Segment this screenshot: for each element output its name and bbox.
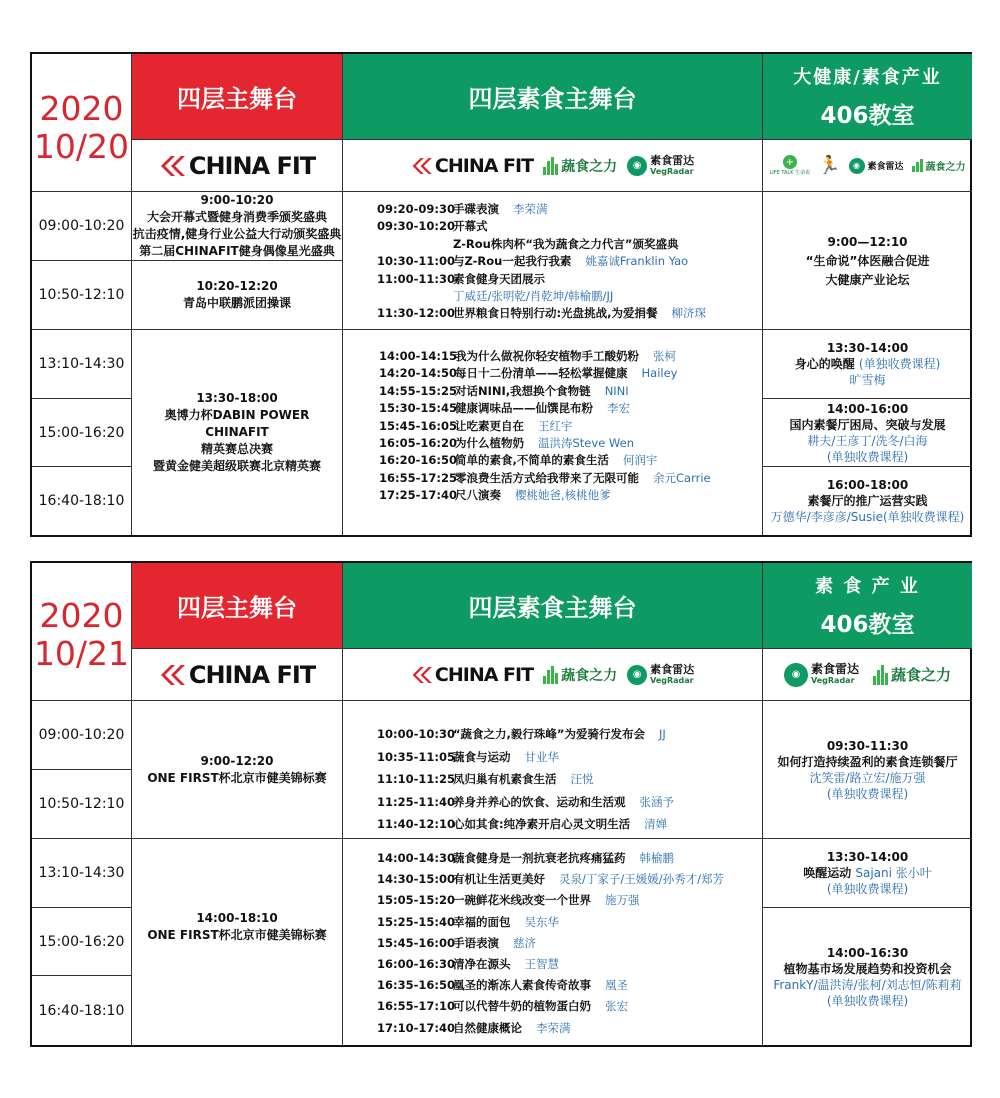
room-session: 09:30-11:30 如何打造持续盈利的素食连锁餐厅 沈笑雷/路立宏/施万强 (单独收费课程) [763,701,972,839]
program-row: 10:35-11:05 蔬食与运动 甘业华 [377,749,559,764]
veg-am-program [343,701,763,839]
runner-icon: 🏃 [818,155,841,176]
program-row: 14:00-14:15 我为什么做祝你轻安植物手工酸奶粉 张柯 [379,349,676,363]
leaf-bars-icon [873,665,888,685]
program-row: 14:00-14:30 蔬食健身是一剂抗衰老抗疼痛猛药 韩榆鹏 [377,851,674,865]
main-session: 9:00-10:20 大会开幕式暨健身消费季颁奖盛典 抗击疫情,健身行业公益大行动颁奖盛典 第二届CHINAFIT健身偶像星光盛典 [132,192,343,261]
chinafit-chevron-icon [159,664,189,686]
program-row: 11:40-12:10 心如其食:纯净素开启心灵文明生活 清婵 [377,817,668,831]
eye-leaf-icon: ◉ [784,663,808,687]
date-year: 2020 [39,596,124,635]
main-session: 10:20-12:20 青岛中联鹏派团操课 [132,261,343,330]
schedule-board-oct20 [30,52,972,537]
date-day: 10/21 [33,634,130,673]
veg-stage-logos [343,649,763,701]
time-slot: 16:40-18:10 [32,467,132,535]
date-cell [32,54,132,192]
vegradar-logo: ◉ 素食雷达 VegRadar [627,155,694,177]
room-title-line2: 406教室 [820,612,915,638]
program-row: 11:30-12:00 世界粮食日特别行动:光盘挑战,为爱捐餐 柳济琛 [377,306,706,321]
program-row: 16:35-16:50 凰圣的渐冻人素食传奇故事 凰圣 [377,978,628,993]
vegradar-logo: ◉ 素食雷达 VegRadar [784,663,859,687]
shucai-logo: 蔬食之力 [873,664,951,685]
main-session: 14:00-18:10 ONE FIRST杯北京市健美锦标赛 [132,839,343,1045]
lifetalk-logo: + LIFE TALK 生命说 [769,156,811,176]
chinafit-logo: CHINA FIT [411,664,533,686]
room-session: 13:30-14:00 唤醒运动 Sajani 张小叶 (单独收费课程) [763,839,972,908]
vegradar-logo: ◉ 素食雷达 [849,158,904,174]
time-slot: 13:10-14:30 [32,839,132,908]
room-logos [763,140,972,192]
room-logos [763,649,972,701]
program-row: 10:30-11:00 与Z-Rou一起我行我素 姚嘉诚Franklin Yao [377,254,689,269]
chinafit-logo [159,152,315,180]
program-row: 09:30-10:20 开幕式 [377,219,488,234]
time-slot: 16:40-18:10 [32,976,132,1045]
main-session: 9:00-12:20 ONE FIRST杯北京市健美锦标赛 [132,701,343,839]
room-session: 16:00-18:00 素餐厅的推广运营实践 万德华/李彦彦/Susie(单独收费课程) [770,478,965,524]
room-title-line2: 406教室 [820,103,915,129]
program-row: 14:20-14:50 每日十二份清单——轻松掌握健康 Hailey [379,366,678,381]
veg-stage-logos [343,140,763,192]
time-slot: 15:00-16:20 [32,908,132,976]
program-row: 11:25-11:40 养身并养心的饮食、运动和生活观 张涵予 [377,794,674,809]
time-slot: 13:10-14:30 [32,330,132,399]
vegradar-logo: ◉ 素食雷达 VegRadar [627,664,694,686]
time-slot: 10:50-12:10 [32,770,132,839]
leaf-bars-icon [912,159,923,172]
shucai-logo: 蔬食之力 [543,665,617,685]
program-row: 09:20-09:30 手碟表演 李荣满 [377,202,548,216]
program-row: 15:30-15:45 健康调味品——仙馔昆布粉 李宏 [379,401,630,416]
room-title-line1: 大健康/素食产业 [793,67,942,88]
program-row: 10:00-10:30 “蔬食之力,毅行珠峰”为爱骑行发布会 JJ [377,727,666,741]
room-session: 9:00—12:10 “生命说”体医融合促进 大健康产业论坛 [763,192,972,330]
veg-pm-program [343,330,763,535]
room-session: 13:30-14:00 身心的唤醒 (单独收费课程) 旷雪梅 [763,330,972,399]
program-row: 16:55-17:25 零浪费生活方式给我带来了无限可能 余元Carrie [379,470,711,485]
program-row: 丁威廷/张明乾/肖乾坤/韩榆鹏/JJ [453,289,614,304]
main-session: 13:30-18:00 奥博力杯DABIN POWER CHINAFIT 精英赛总决赛 暨黄金健美超级联赛北京精英赛 [132,330,343,535]
veg-stage-title: 四层素食主舞台 [343,563,763,649]
program-row: 17:25-17:40 尺八演奏 樱桃她爸,核桃他爹 [379,488,611,503]
eye-leaf-icon: ◉ [627,665,647,685]
program-row: 15:25-15:40 幸福的面包 吴东华 [377,914,559,929]
chinafit-logo: CHINA FIT [411,155,533,177]
eye-leaf-icon: ◉ [627,156,647,176]
program-row: 11:10-11:25 凤归巢有机素食生活 汪悦 [377,772,594,786]
chinafit-chevron-icon [411,157,435,175]
program-row: 16:00-16:30 清净在源头 王智慧 [377,957,559,972]
program-row: 17:10-17:40 自然健康概论 李荣满 [377,1020,571,1035]
time-slot: 09:00-10:20 [32,192,132,261]
main-stage-logo [132,649,343,701]
date-day: 10/20 [33,127,130,166]
leaf-bars-icon [543,666,558,684]
date-cell [32,563,132,701]
schedule-board-oct21 [30,561,972,1047]
room-session: 14:00-16:00 国内素餐厅困局、突破与发展 耕夫/王彦丁/冼冬/白海 (单独收费课程) [763,399,972,467]
program-row: 14:55-15:25 对话NINI,我想换个食物链 NINI [379,383,629,398]
program-row: 11:00-11:30 素食健身天团展示 [377,271,545,286]
program-row: 15:05-15:20 一碗鲜花米线改变一个世界 施万强 [377,893,640,908]
chinafit-logo: CHINA FIT [159,661,315,689]
eye-leaf-icon: ◉ [849,158,865,174]
main-stage-title: 四层主舞台 [132,563,343,649]
main-stage-logo [132,140,343,192]
program-row: 16:55-17:10 可以代替牛奶的植物蛋白奶 张宏 [377,999,628,1014]
room-title-line1: 素 食 产 业 [815,576,920,597]
veg-am-program [343,192,763,330]
chinafit-chevron-icon [159,155,189,177]
date-year: 2020 [39,89,124,128]
leaf-bars-icon [543,157,558,175]
program-row: 16:20-16:50 简单的素食,不简单的素食生活 何润宇 [379,453,658,468]
room-title [763,563,972,649]
program-row: 16:05-16:20 为什么植物奶 温洪涛Steve Wen [379,436,634,451]
program-row: 14:30-15:00 有机让生活更美好 灵泉/丁家子/王媛媛/孙秀才/郑芳 [377,872,724,887]
room-session: 14:00-16:30 植物基市场发展趋势和投资机会 FrankY/温洪涛/张柯/刘志恒/陈莉莉 (单独收费课程) [773,945,962,1008]
chinafit-text: CHINA FIT [188,151,316,180]
shucai-logo: 蔬食之力 [543,156,617,176]
main-stage-title: 四层主舞台 [132,54,343,140]
chinafit-chevron-icon [411,666,435,684]
room-title [763,54,972,140]
time-slot: 09:00-10:20 [32,701,132,770]
program-row: 15:45-16:00 手语表演 慈济 [377,935,536,950]
time-slot: 15:00-16:20 [32,399,132,467]
veg-pm-program [343,839,763,1045]
program-row: Z-Rou株肉杯“我为蔬食之力代言”颁奖盛典 [453,236,679,251]
veg-stage-title: 四层素食主舞台 [343,54,763,140]
shucai-logo: 蔬食之力 [912,158,966,173]
time-slot: 10:50-12:10 [32,261,132,330]
plus-leaf-icon: + [783,155,797,169]
program-row: 15:45-16:05 让吃素更自在 王红宇 [379,418,573,433]
